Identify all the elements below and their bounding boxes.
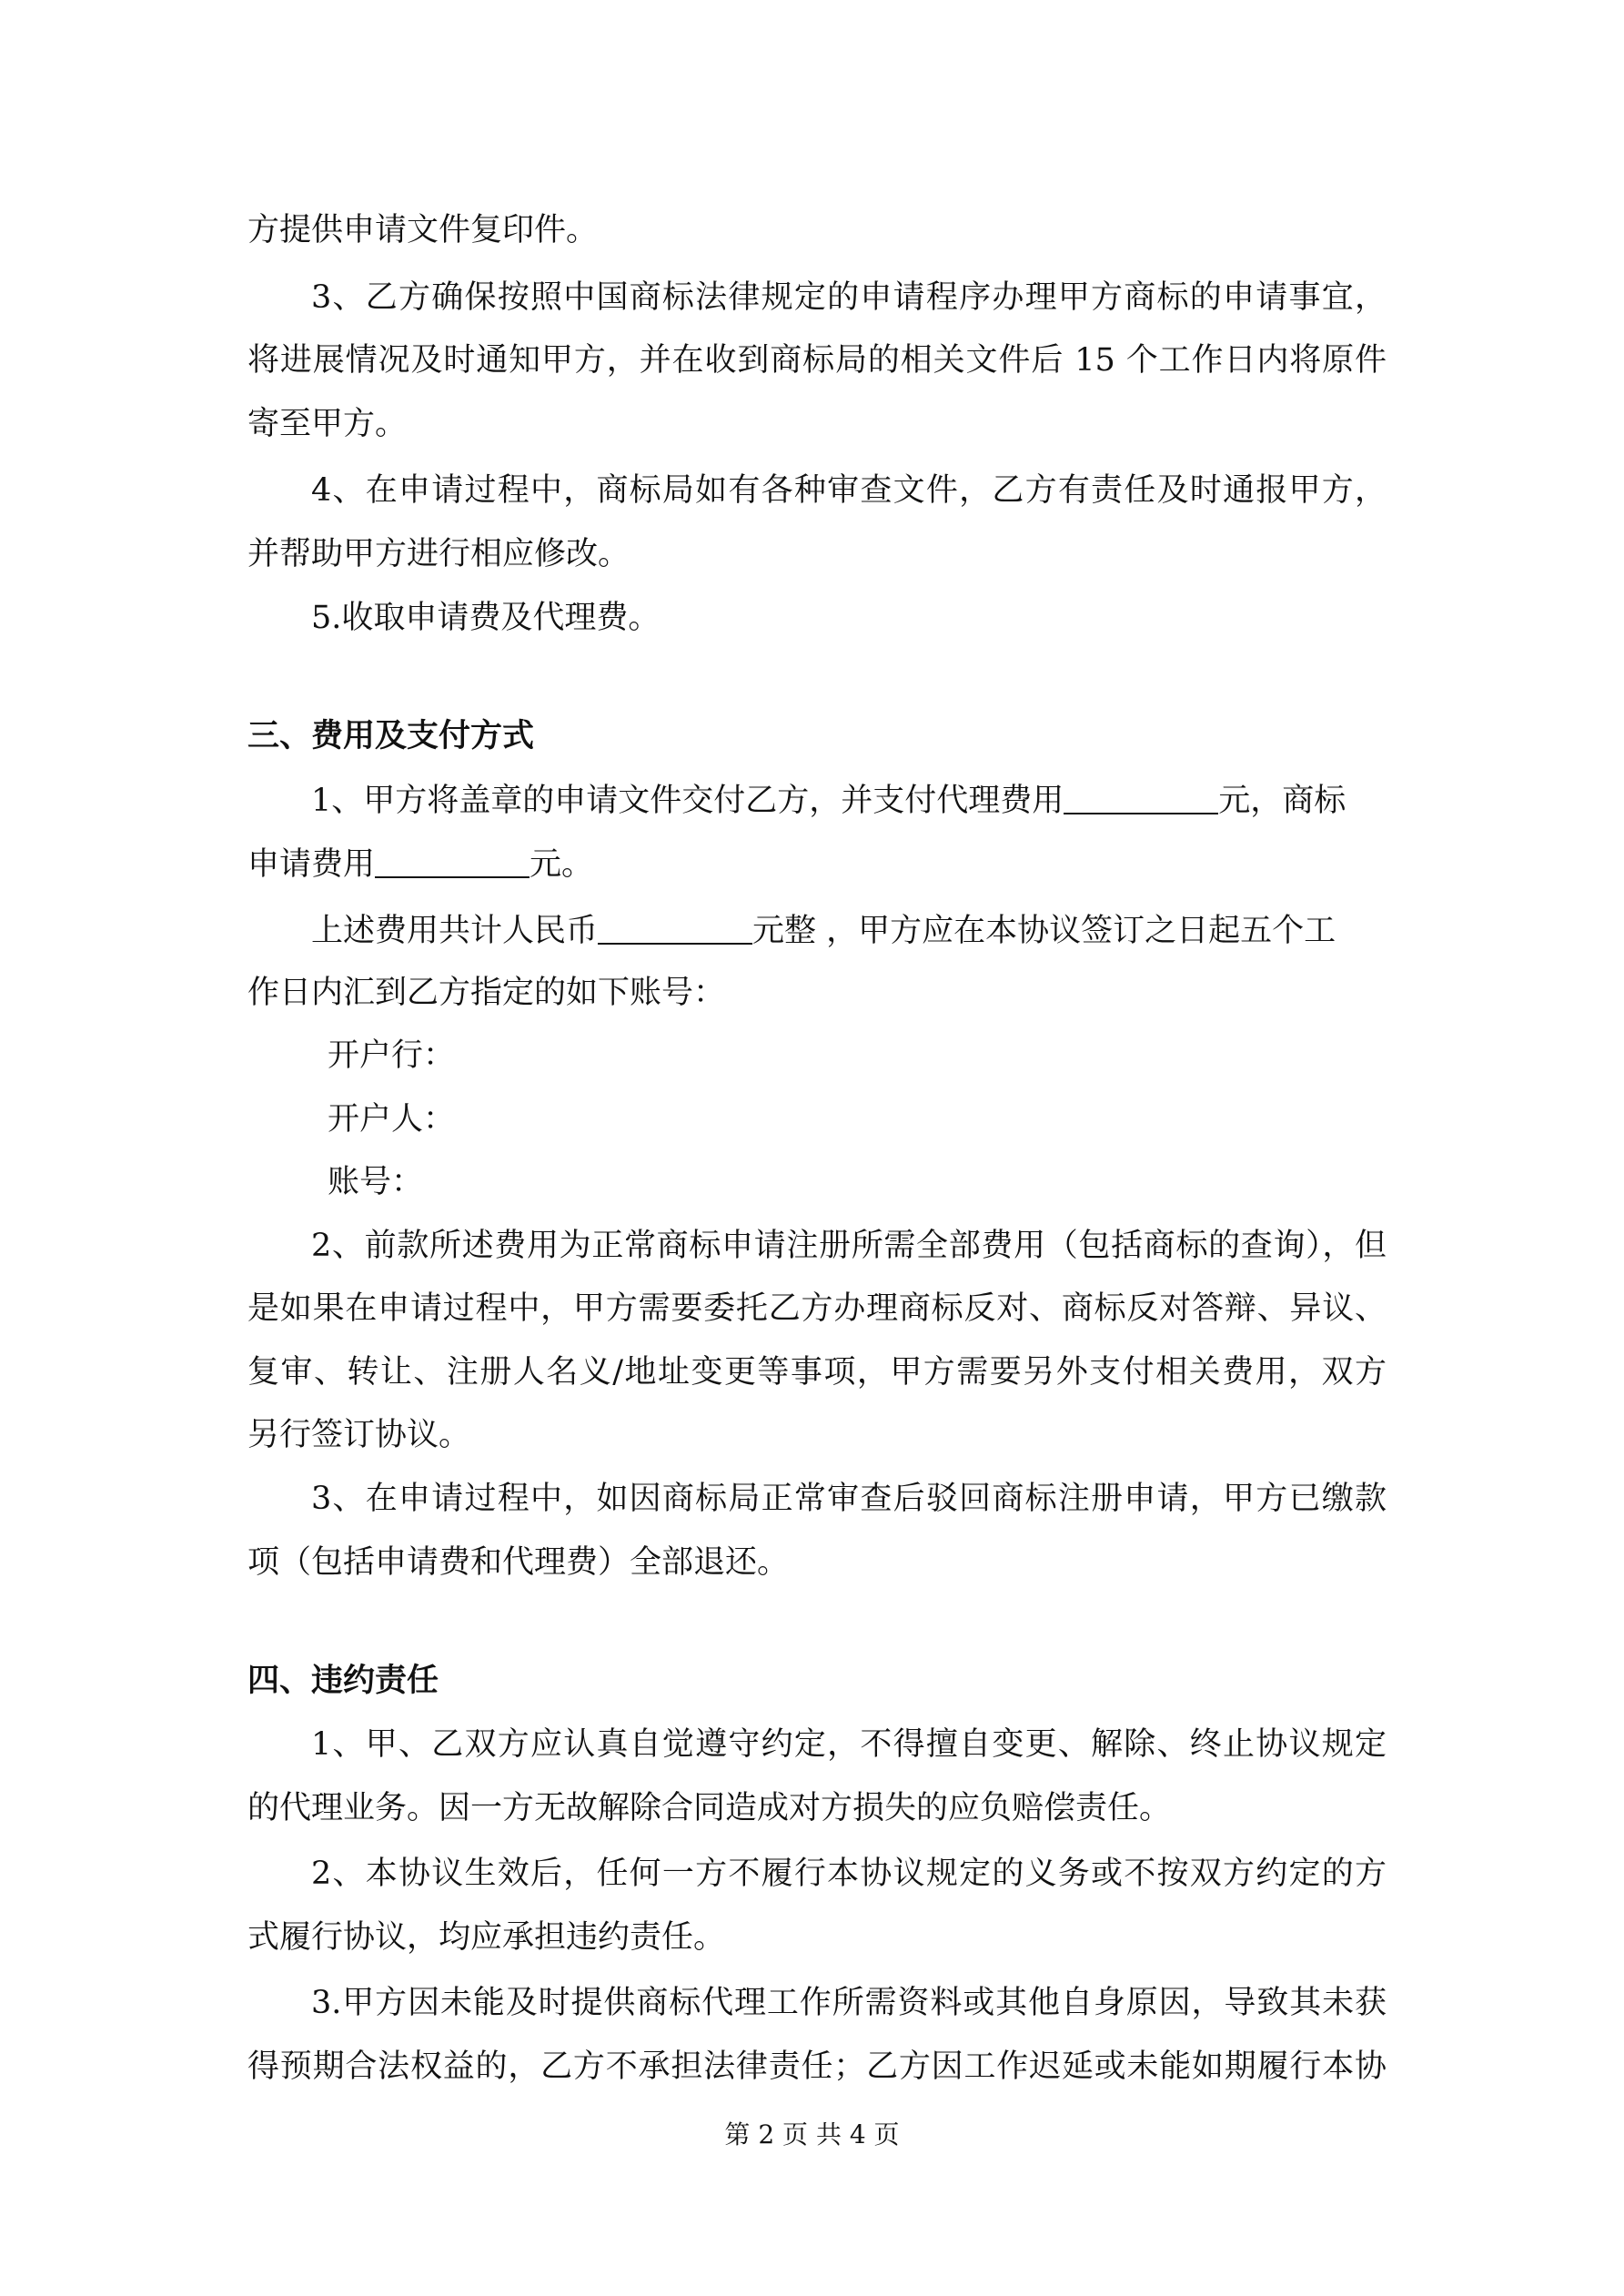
agency-fee-blank (1064, 782, 1218, 814)
section-3-clause-2-line-2: 是如果在申请过程中，甲方需要委托乙方办理商标反对、商标反对答辩、异议、 (247, 1290, 1387, 1327)
section-4-clause-3-line-1: 3.甲方因未能及时提供商标代理工作所需资料或其他自身原因，导致其未获 (311, 1985, 1387, 2021)
section-4-heading: 四、违约责任 (247, 1662, 439, 1699)
section-3-clause-2-line-4: 另行签订协议。 (247, 1417, 471, 1453)
page-number-footer: 第 2 页 共 4 页 (724, 2119, 900, 2149)
application-fee-blank (375, 845, 530, 878)
clause-5: 5.收取申请费及代理费。 (311, 600, 661, 636)
clause-4-line-2: 并帮助甲方进行相应修改。 (247, 536, 630, 572)
section-3-clause-2-line-3: 复审、转让、注册人名义/地址变更等事项，甲方需要另外支付相关费用，双方 (247, 1354, 1387, 1391)
clause-4-line-1: 4、在申请过程中，商标局如有各种审查文件，乙方有责任及时通报甲方， (311, 472, 1387, 509)
section-3-total-line-2: 作日内汇到乙方指定的如下账号： (247, 975, 726, 1011)
section-4-clause-1-line-1: 1、甲、乙双方应认真自觉遵守约定，不得擅自变更、解除、终止协议规定 (311, 1726, 1387, 1763)
section-3-total-line-1: 上述费用共计人民币 元整 ，甲方应在本协议签订之日起五个工 (311, 913, 1337, 949)
section-4-clause-3-line-2: 得预期合法权益的，乙方不承担法律责任；乙方因工作迟延或未能如期履行本协 (247, 2048, 1387, 2085)
document-page (247, 0, 1387, 2296)
paragraph-continuation: 方提供申请文件复印件。 (247, 212, 599, 248)
section-3-clause-3-line-1: 3、在申请过程中，如因商标局正常审查后驳回商标注册申请，甲方已缴款 (311, 1481, 1387, 1517)
section-3-clause-3-line-2: 项（包括申请费和代理费）全部退还。 (247, 1544, 790, 1581)
clause-3-line-3: 寄至甲方。 (247, 406, 408, 442)
section-4-clause-2-line-1: 2、本协议生效后，任何一方不履行本协议规定的义务或不按双方约定的方 (311, 1856, 1387, 1892)
clause-3-line-2: 将进展情况及时通知甲方，并在收到商标局的相关文件后 15 个工作日内将原件 (247, 342, 1387, 379)
section-3-clause-1-line-1: 1、甲方将盖章的申请文件交付乙方，并支付代理费用 元，商标 (311, 783, 1347, 819)
section-4-clause-1-line-2: 的代理业务。因一方无故解除合同造成对方损失的应负赔偿责任。 (247, 1790, 1172, 1826)
section-3-heading: 三、费用及支付方式 (247, 717, 535, 754)
account-holder-label: 开户人： (328, 1101, 456, 1138)
account-number-label: 账号： (328, 1164, 424, 1200)
section-3-clause-1-line-2: 申请费用 元。 (247, 846, 594, 883)
clause-3-line-1: 3、乙方确保按照中国商标法律规定的申请程序办理甲方商标的申请事宜， (311, 279, 1387, 316)
total-amount-blank (598, 912, 752, 945)
bank-name-label: 开户行： (328, 1037, 456, 1074)
section-4-clause-2-line-2: 式履行协议，均应承担违约责任。 (247, 1919, 726, 1956)
section-3-clause-2-line-1: 2、前款所述费用为正常商标申请注册所需全部费用（包括商标的查询），但 (311, 1228, 1387, 1264)
